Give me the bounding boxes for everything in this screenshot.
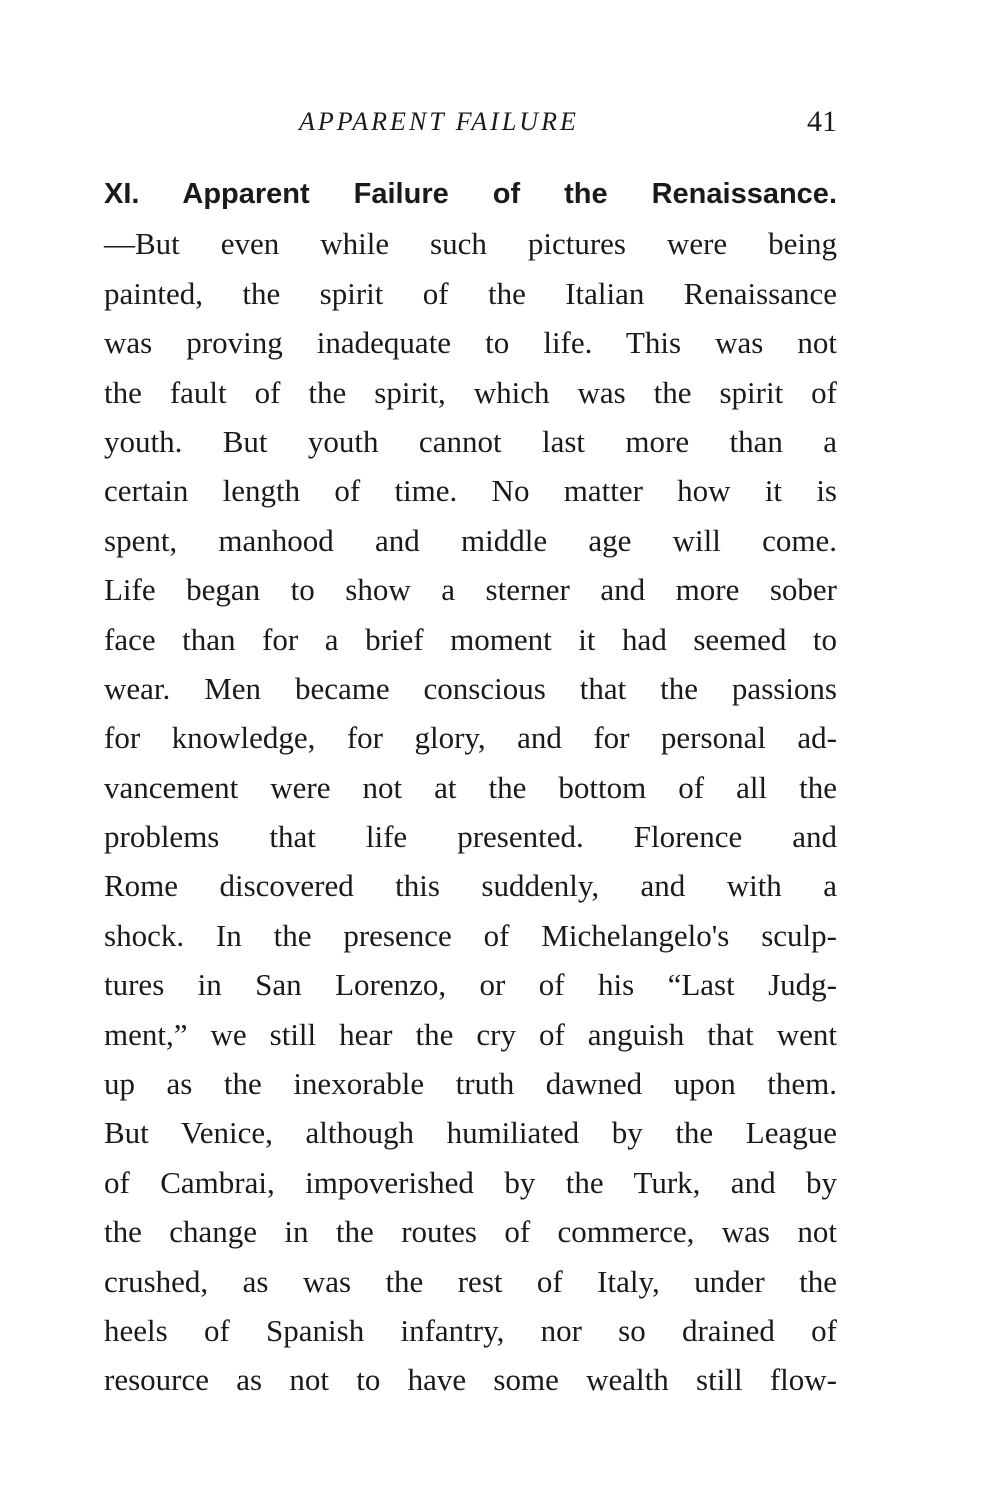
text-line: up as the inexorable truth dawned upon them. (104, 1066, 837, 1102)
text-line: tures in San Lorenzo, or of his “Last Judg- (104, 967, 837, 1003)
text-line: heels of Spanish infantry, nor so drained of (104, 1312, 837, 1348)
text-line: of Cambrai, impoverished by the Turk, and by (104, 1164, 837, 1200)
text-line: the fault of the spirit, which was the spirit of (104, 374, 837, 410)
text-line: face than for a brief moment it had seemed to (104, 621, 837, 657)
running-head (104, 104, 837, 144)
text-line: resource as not to have some wealth still flow- (104, 1362, 837, 1398)
text-line: Life began to show a sterner and more sober (104, 572, 837, 608)
text-line: painted, the spirit of the Italian Renaissance (104, 275, 837, 311)
text-line: Rome discovered this suddenly, and with a (104, 868, 837, 904)
text-line: But Venice, although humiliated by the League (104, 1115, 837, 1151)
body-text (104, 170, 837, 1405)
text-line: —But even while such pictures were being (104, 226, 837, 262)
text-line: wear. Men became conscious that the passions (104, 670, 837, 706)
text-line: for knowledge, for glory, and for personal ad- (104, 720, 837, 756)
text-line: shock. In the presence of Michelangelo's sculp- (104, 917, 837, 953)
text-line: the change in the routes of commerce, was not (104, 1214, 837, 1250)
text-line: was proving inadequate to life. This was not (104, 325, 837, 361)
text-line: ment,” we still hear the cry of anguish that went (104, 1016, 837, 1052)
page-number: 41 (807, 105, 837, 138)
text-line: crushed, as was the rest of Italy, under the (104, 1263, 837, 1299)
running-title: APPARENT FAILURE (299, 107, 579, 136)
section-heading: XI. Apparent Failure of the Renaissance. (104, 178, 837, 210)
text-line: certain length of time. No matter how it is (104, 473, 837, 509)
text-line: problems that life presented. Florence and (104, 819, 837, 855)
text-line: youth. But youth cannot last more than a (104, 423, 837, 459)
text-line: spent, manhood and middle age will come. (104, 522, 837, 558)
text-line: vancement were not at the bottom of all the (104, 769, 837, 805)
